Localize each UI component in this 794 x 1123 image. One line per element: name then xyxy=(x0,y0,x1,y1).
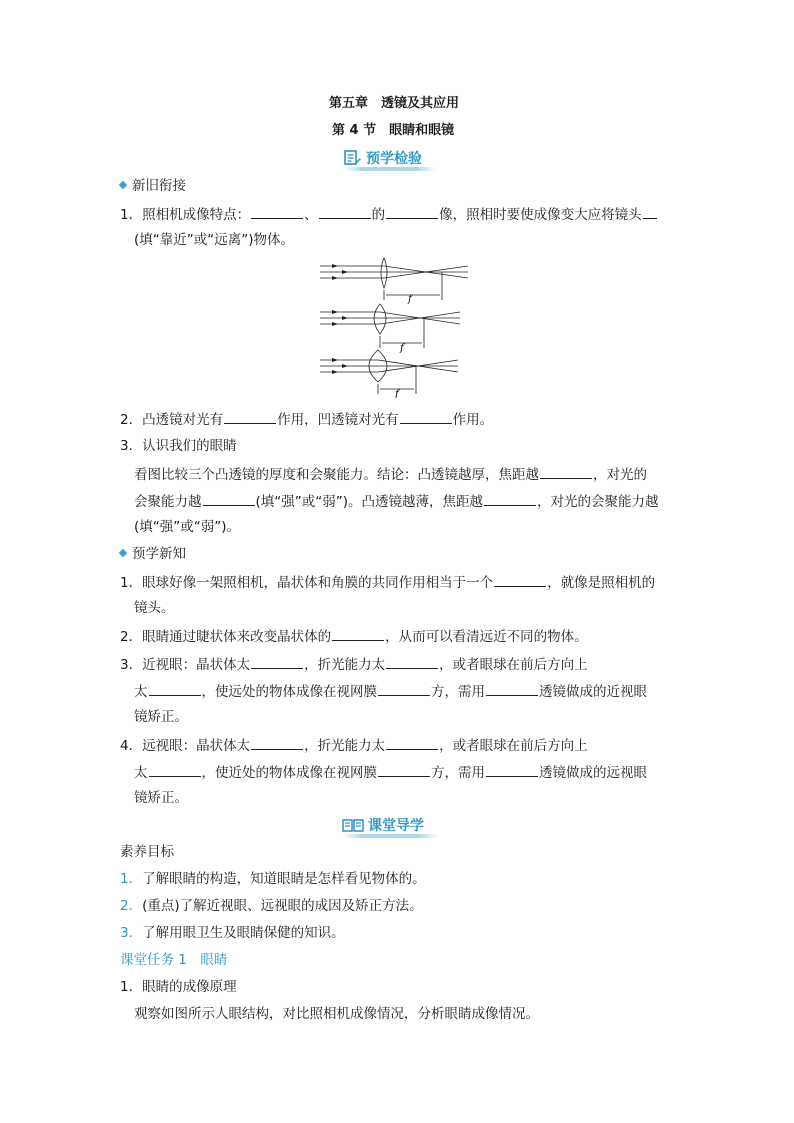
blank[interactable] xyxy=(386,654,438,669)
focal-length-label: f xyxy=(408,294,412,305)
blank[interactable] xyxy=(224,409,276,424)
blank[interactable] xyxy=(251,735,303,750)
blank[interactable] xyxy=(484,491,536,506)
subsection-new-knowledge: 预学新知 xyxy=(120,545,186,563)
chapter-title: 第五章 透镜及其应用 xyxy=(329,96,460,111)
focal-length-label: f xyxy=(400,343,404,354)
diamond-bullet-icon xyxy=(119,549,127,557)
blank[interactable] xyxy=(386,735,438,750)
goal-item: 3．了解用眼卫生及眼睛保健的知识。 xyxy=(120,925,345,941)
section-header-preview xyxy=(344,148,436,168)
book-icon xyxy=(342,817,364,833)
question-1-line-1: 1．照相机成像特点： 、 的 像，照相时要使成像变大应将镜头 xyxy=(120,204,658,224)
question-1-line-2: (填“靠近”或“远离”)物体。 xyxy=(134,232,295,248)
section-title: 第 4 节 眼睛和眼镜 xyxy=(332,123,455,138)
blank[interactable] xyxy=(494,572,546,587)
blank[interactable] xyxy=(486,762,538,777)
section-header-label: 课堂导学 xyxy=(368,818,424,834)
goals-title: 素养目标 xyxy=(120,844,174,860)
task-1-item-1-title: 1．眼睛的成像原理 xyxy=(120,979,237,995)
blank[interactable] xyxy=(400,409,452,424)
blank[interactable] xyxy=(643,204,657,219)
classroom-task-1: 课堂任务 1 眼睛 xyxy=(120,952,228,968)
goal-item: 2．(重点)了解近视眼、远视眼的成因及矫正方法。 xyxy=(120,898,423,914)
preview-3-line-3: 镜矫正。 xyxy=(134,709,188,725)
blank[interactable] xyxy=(332,626,384,641)
blank[interactable] xyxy=(378,762,430,777)
preview-1-line-2: 镜头。 xyxy=(134,600,175,616)
focal-length-label: f xyxy=(395,389,399,398)
blank[interactable] xyxy=(486,681,538,696)
preview-3-line-2: 太 ，使远处的物体成像在视网膜 方，需用 透镜做成的近视眼 xyxy=(134,681,647,701)
question-3-line-2: 会聚能力越 (填“强”或“弱”)。凸透镜越薄，焦距越 ，对光的会聚能力越 xyxy=(134,491,659,511)
blank[interactable] xyxy=(378,681,430,696)
preview-2: 2．眼睛通过睫状体来改变晶状体的 ，从而可以看清远近不同的物体。 xyxy=(120,626,588,646)
blank[interactable] xyxy=(149,681,201,696)
question-3-line-3: (填“强”或“弱”)。 xyxy=(134,519,241,535)
blank[interactable] xyxy=(540,464,592,479)
blank[interactable] xyxy=(203,491,255,506)
blank[interactable] xyxy=(251,204,303,219)
preview-4-line-2: 太 ，使近处的物体成像在视网膜 方，需用 透镜做成的远视眼 xyxy=(134,762,647,782)
preview-4-line-3: 镜矫正。 xyxy=(134,790,188,806)
blank[interactable] xyxy=(251,654,303,669)
blank[interactable] xyxy=(386,204,438,219)
section-header-label: 预学检验 xyxy=(366,151,422,167)
notebook-icon xyxy=(344,150,362,166)
diamond-bullet-icon xyxy=(119,181,127,189)
preview-1-line-1: 1．眼球好像一架照相机，晶状体和角膜的共同作用相当于一个 ，就像是照相机的 xyxy=(120,572,655,592)
section-header-classroom xyxy=(342,815,438,835)
subsection-old-new: 新旧衔接 xyxy=(120,177,186,195)
preview-3-line-1: 3．近视眼：晶状体太 ，折光能力太 ，或者眼球在前后方向上 xyxy=(120,654,588,674)
blank[interactable] xyxy=(319,204,371,219)
goal-item: 1．了解眼睛的构造，知道眼睛是怎样看见物体的。 xyxy=(120,871,426,887)
blank[interactable] xyxy=(149,762,201,777)
question-3-line-1: 看图比较三个凸透镜的厚度和会聚能力。结论：凸透镜越厚，焦距越 ，对光的 xyxy=(134,464,647,484)
question-2: 2．凸透镜对光有 作用，凹透镜对光有 作用。 xyxy=(120,409,493,429)
question-3-title: 3．认识我们的眼睛 xyxy=(120,438,237,454)
task-1-item-1-body: 观察如图所示人眼结构，对比照相机成像情况，分析眼睛成像情况。 xyxy=(134,1006,539,1022)
lens-diagram xyxy=(318,258,478,398)
preview-4-line-1: 4．远视眼：晶状体太 ，折光能力太 ，或者眼球在前后方向上 xyxy=(120,735,588,755)
